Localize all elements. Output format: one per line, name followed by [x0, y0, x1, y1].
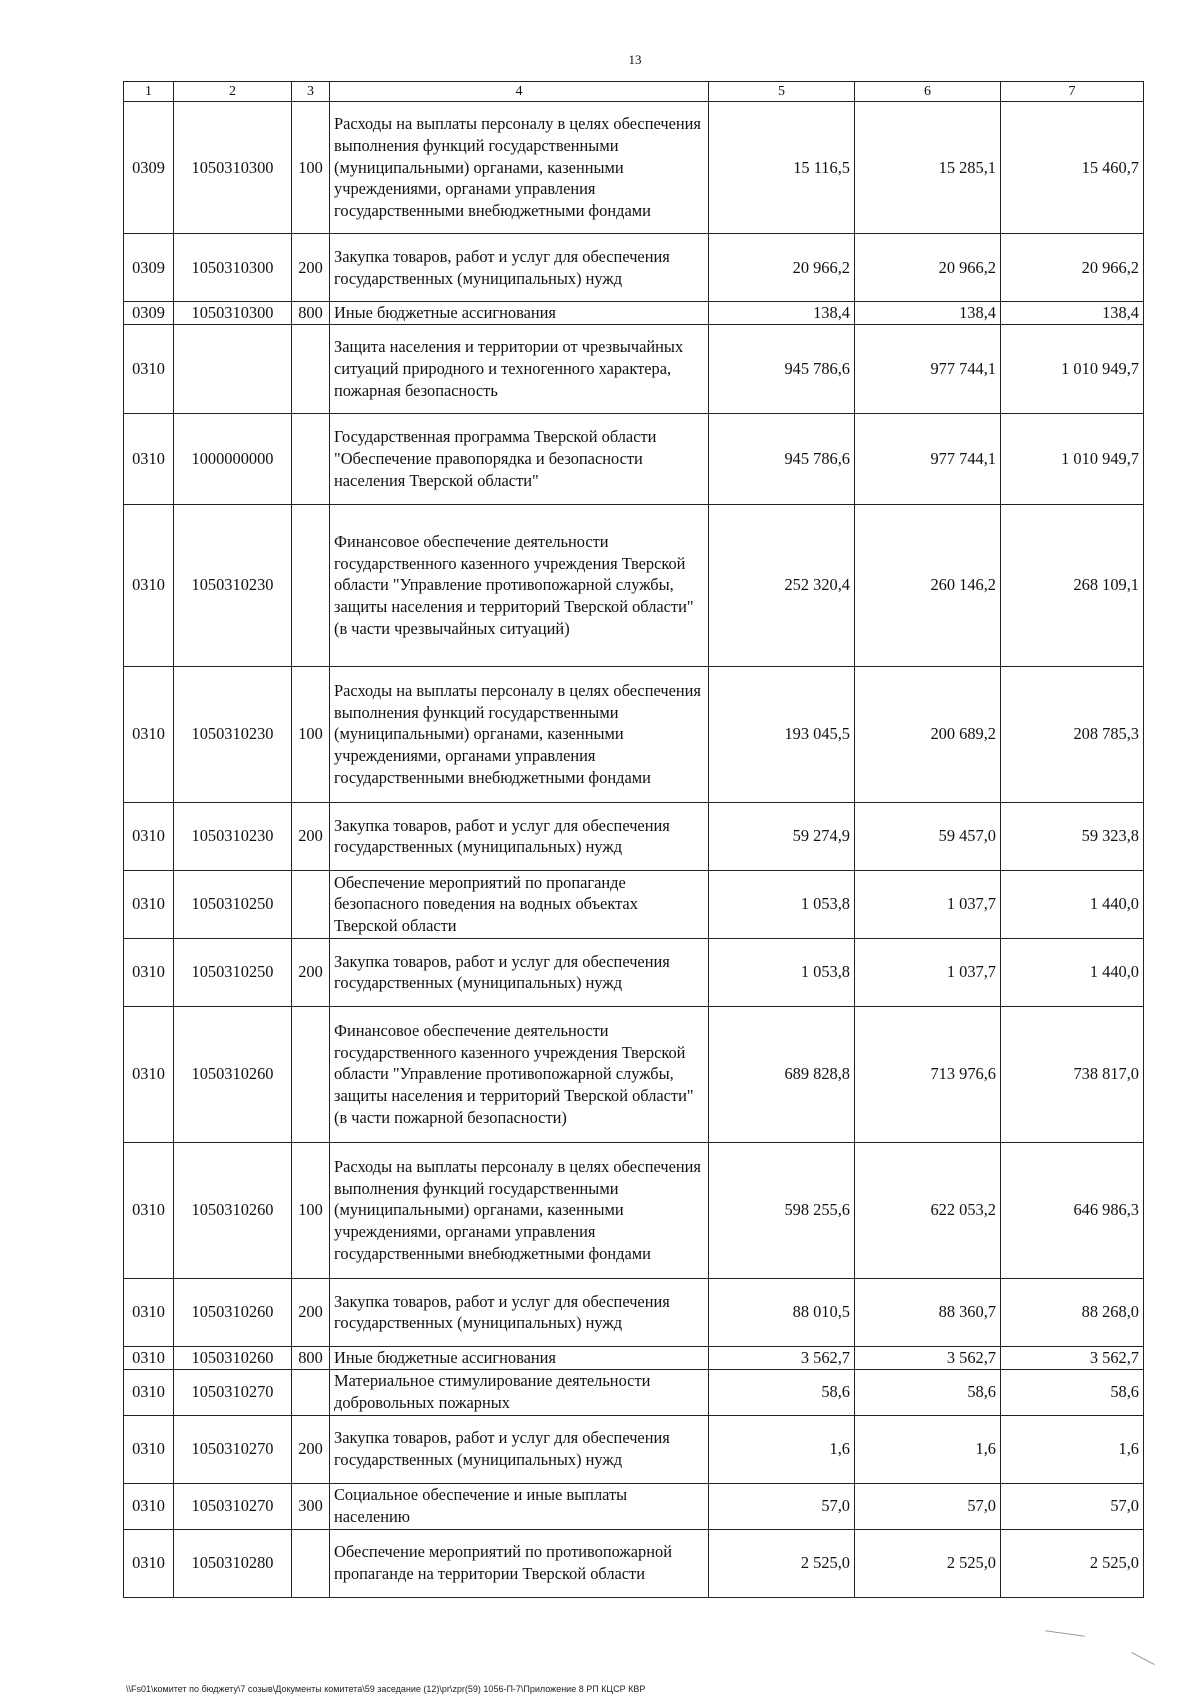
amount-year-3: 1 010 949,7 [1001, 413, 1144, 504]
amount-year-2: 977 744,1 [855, 324, 1001, 413]
table-row [124, 666, 1144, 802]
article-code: 1050310280 [174, 1529, 292, 1597]
article-code: 1050310270 [174, 1369, 292, 1415]
section-code: 0310 [124, 1415, 174, 1483]
amount-year-1: 15 116,5 [709, 102, 855, 234]
article-code: 1050310260 [174, 1346, 292, 1369]
amount-year-3: 1 440,0 [1001, 870, 1144, 938]
item-name: Финансовое обеспечение деятельности государственного казенного учреждения Тверской области "Управление противопожарной службы, защиты населения и территорий Тверской области" (в части чрезвычайных ситуаций) [330, 504, 709, 666]
amount-year-1: 1,6 [709, 1415, 855, 1483]
expense-type-code: 800 [292, 302, 330, 325]
amount-year-2: 977 744,1 [855, 413, 1001, 504]
article-code: 1050310260 [174, 1142, 292, 1278]
section-code: 0310 [124, 1346, 174, 1369]
section-code: 0309 [124, 302, 174, 325]
section-code: 0310 [124, 1483, 174, 1529]
table-row [124, 1415, 1144, 1483]
table-row [124, 1278, 1144, 1346]
table-row [124, 302, 1144, 325]
amount-year-2: 138,4 [855, 302, 1001, 325]
section-code: 0309 [124, 234, 174, 302]
expense-type-code: 200 [292, 234, 330, 302]
item-name: Закупка товаров, работ и услуг для обеспечения государственных (муниципальных) нужд [330, 1415, 709, 1483]
table-row [124, 802, 1144, 870]
section-code: 0310 [124, 666, 174, 802]
amount-year-3: 738 817,0 [1001, 1006, 1144, 1142]
header-cell: 2 [174, 82, 292, 102]
section-code: 0310 [124, 324, 174, 413]
amount-year-1: 57,0 [709, 1483, 855, 1529]
item-name: Материальное стимулирование деятельности добровольных пожарных [330, 1369, 709, 1415]
item-name: Закупка товаров, работ и услуг для обеспечения государственных (муниципальных) нужд [330, 234, 709, 302]
amount-year-1: 2 525,0 [709, 1529, 855, 1597]
section-code: 0310 [124, 1006, 174, 1142]
header-cell: 7 [1001, 82, 1144, 102]
expense-type-code: 200 [292, 802, 330, 870]
expense-type-code [292, 1529, 330, 1597]
article-code: 1050310260 [174, 1278, 292, 1346]
item-name: Социальное обеспечение и иные выплаты населению [330, 1483, 709, 1529]
amount-year-1: 193 045,5 [709, 666, 855, 802]
article-code: 1050310300 [174, 302, 292, 325]
expense-type-code: 100 [292, 1142, 330, 1278]
item-name: Расходы на выплаты персоналу в целях обеспечения выполнения функций государственными (муниципальными) органами, казенными учреждениями, органами управления государственными внебюджетными фондами [330, 102, 709, 234]
section-code: 0310 [124, 1529, 174, 1597]
footer-file-path: \\Fs01\комитет по бюджету\7 созыв\Документы комитета\59 заседание (12)\pr\zpr(59) 1056-П-7\Приложение 8 РП КЦСР КВР [126, 1684, 646, 1694]
expense-type-code: 300 [292, 1483, 330, 1529]
page-number: 13 [628, 52, 642, 67]
amount-year-1: 1 053,8 [709, 870, 855, 938]
expense-type-code [292, 324, 330, 413]
expense-type-code: 100 [292, 102, 330, 234]
expense-type-code [292, 413, 330, 504]
amount-year-1: 59 274,9 [709, 802, 855, 870]
section-code: 0310 [124, 413, 174, 504]
amount-year-3: 2 525,0 [1001, 1529, 1144, 1597]
item-name: Закупка товаров, работ и услуг для обеспечения государственных (муниципальных) нужд [330, 938, 709, 1006]
amount-year-2: 57,0 [855, 1483, 1001, 1529]
amount-year-2: 58,6 [855, 1369, 1001, 1415]
article-code: 1050310230 [174, 802, 292, 870]
amount-year-3: 58,6 [1001, 1369, 1144, 1415]
article-code: 1050310270 [174, 1415, 292, 1483]
amount-year-2: 2 525,0 [855, 1529, 1001, 1597]
amount-year-3: 268 109,1 [1001, 504, 1144, 666]
expense-type-code [292, 504, 330, 666]
article-code: 1050310300 [174, 102, 292, 234]
expense-type-code: 200 [292, 938, 330, 1006]
table-row [124, 870, 1144, 938]
amount-year-1: 20 966,2 [709, 234, 855, 302]
amount-year-3: 15 460,7 [1001, 102, 1144, 234]
table-row [124, 1142, 1144, 1278]
header-cell: 4 [330, 82, 709, 102]
section-code: 0310 [124, 870, 174, 938]
article-code: 1050310230 [174, 504, 292, 666]
scan-mark [1045, 1630, 1085, 1637]
header-row [124, 82, 1144, 102]
amount-year-2: 1 037,7 [855, 870, 1001, 938]
amount-year-3: 1,6 [1001, 1415, 1144, 1483]
item-name: Расходы на выплаты персоналу в целях обеспечения выполнения функций государственными (муниципальными) органами, казенными учреждениями, органами управления государственными внебюджетными фондами [330, 1142, 709, 1278]
item-name: Закупка товаров, работ и услуг для обеспечения государственных (муниципальных) нужд [330, 1278, 709, 1346]
amount-year-2: 20 966,2 [855, 234, 1001, 302]
item-name: Закупка товаров, работ и услуг для обеспечения государственных (муниципальных) нужд [330, 802, 709, 870]
amount-year-3: 59 323,8 [1001, 802, 1144, 870]
amount-year-2: 1,6 [855, 1415, 1001, 1483]
amount-year-1: 689 828,8 [709, 1006, 855, 1142]
section-code: 0309 [124, 102, 174, 234]
table-row [124, 504, 1144, 666]
article-code: 1050310270 [174, 1483, 292, 1529]
table-row [124, 413, 1144, 504]
amount-year-2: 3 562,7 [855, 1346, 1001, 1369]
amount-year-2: 1 037,7 [855, 938, 1001, 1006]
header-cell: 1 [124, 82, 174, 102]
amount-year-1: 1 053,8 [709, 938, 855, 1006]
item-name: Иные бюджетные ассигнования [330, 1346, 709, 1369]
amount-year-3: 1 440,0 [1001, 938, 1144, 1006]
amount-year-2: 88 360,7 [855, 1278, 1001, 1346]
amount-year-1: 138,4 [709, 302, 855, 325]
budget-table [123, 81, 1144, 1598]
amount-year-3: 88 268,0 [1001, 1278, 1144, 1346]
section-code: 0310 [124, 802, 174, 870]
article-code: 1050310250 [174, 938, 292, 1006]
amount-year-1: 598 255,6 [709, 1142, 855, 1278]
section-code: 0310 [124, 504, 174, 666]
amount-year-1: 58,6 [709, 1369, 855, 1415]
item-name: Финансовое обеспечение деятельности государственного казенного учреждения Тверской области "Управление противопожарной службы, защиты населения и территорий Тверской области" (в части пожарной безопасности) [330, 1006, 709, 1142]
amount-year-1: 945 786,6 [709, 413, 855, 504]
amount-year-1: 3 562,7 [709, 1346, 855, 1369]
table-row [124, 938, 1144, 1006]
item-name: Государственная программа Тверской области "Обеспечение правопорядка и безопасности населения Тверской области" [330, 413, 709, 504]
amount-year-1: 88 010,5 [709, 1278, 855, 1346]
article-code [174, 324, 292, 413]
expense-type-code: 200 [292, 1415, 330, 1483]
amount-year-3: 208 785,3 [1001, 666, 1144, 802]
amount-year-3: 1 010 949,7 [1001, 324, 1144, 413]
table-row [124, 234, 1144, 302]
expense-type-code: 200 [292, 1278, 330, 1346]
section-code: 0310 [124, 938, 174, 1006]
item-name: Обеспечение мероприятий по противопожарной пропаганде на территории Тверской области [330, 1529, 709, 1597]
amount-year-2: 15 285,1 [855, 102, 1001, 234]
scan-mark [1131, 1652, 1154, 1665]
article-code: 1000000000 [174, 413, 292, 504]
amount-year-3: 20 966,2 [1001, 234, 1144, 302]
expense-type-code [292, 1006, 330, 1142]
section-code: 0310 [124, 1369, 174, 1415]
table-row [124, 1346, 1144, 1369]
table-row [124, 1369, 1144, 1415]
amount-year-2: 713 976,6 [855, 1006, 1001, 1142]
item-name: Иные бюджетные ассигнования [330, 302, 709, 325]
table-row [124, 1529, 1144, 1597]
amount-year-2: 200 689,2 [855, 666, 1001, 802]
table-row [124, 1483, 1144, 1529]
article-code: 1050310250 [174, 870, 292, 938]
header-cell: 6 [855, 82, 1001, 102]
article-code: 1050310260 [174, 1006, 292, 1142]
amount-year-2: 622 053,2 [855, 1142, 1001, 1278]
amount-year-3: 57,0 [1001, 1483, 1144, 1529]
expense-type-code: 100 [292, 666, 330, 802]
amount-year-2: 260 146,2 [855, 504, 1001, 666]
item-name: Защита населения и территории от чрезвычайных ситуаций природного и техногенного характера, пожарная безопасность [330, 324, 709, 413]
item-name: Обеспечение мероприятий по пропаганде безопасного поведения на водных объектах Тверской области [330, 870, 709, 938]
amount-year-3: 646 986,3 [1001, 1142, 1144, 1278]
amount-year-1: 945 786,6 [709, 324, 855, 413]
article-code: 1050310300 [174, 234, 292, 302]
expense-type-code [292, 1369, 330, 1415]
header-cell: 5 [709, 82, 855, 102]
table-row [124, 324, 1144, 413]
section-code: 0310 [124, 1278, 174, 1346]
expense-type-code: 800 [292, 1346, 330, 1369]
header-cell: 3 [292, 82, 330, 102]
table-row [124, 102, 1144, 234]
section-code: 0310 [124, 1142, 174, 1278]
amount-year-1: 252 320,4 [709, 504, 855, 666]
amount-year-3: 3 562,7 [1001, 1346, 1144, 1369]
amount-year-3: 138,4 [1001, 302, 1144, 325]
amount-year-2: 59 457,0 [855, 802, 1001, 870]
item-name: Расходы на выплаты персоналу в целях обеспечения выполнения функций государственными (муниципальными) органами, казенными учреждениями, органами управления государственными внебюджетными фондами [330, 666, 709, 802]
article-code: 1050310230 [174, 666, 292, 802]
expense-type-code [292, 870, 330, 938]
table-row [124, 1006, 1144, 1142]
